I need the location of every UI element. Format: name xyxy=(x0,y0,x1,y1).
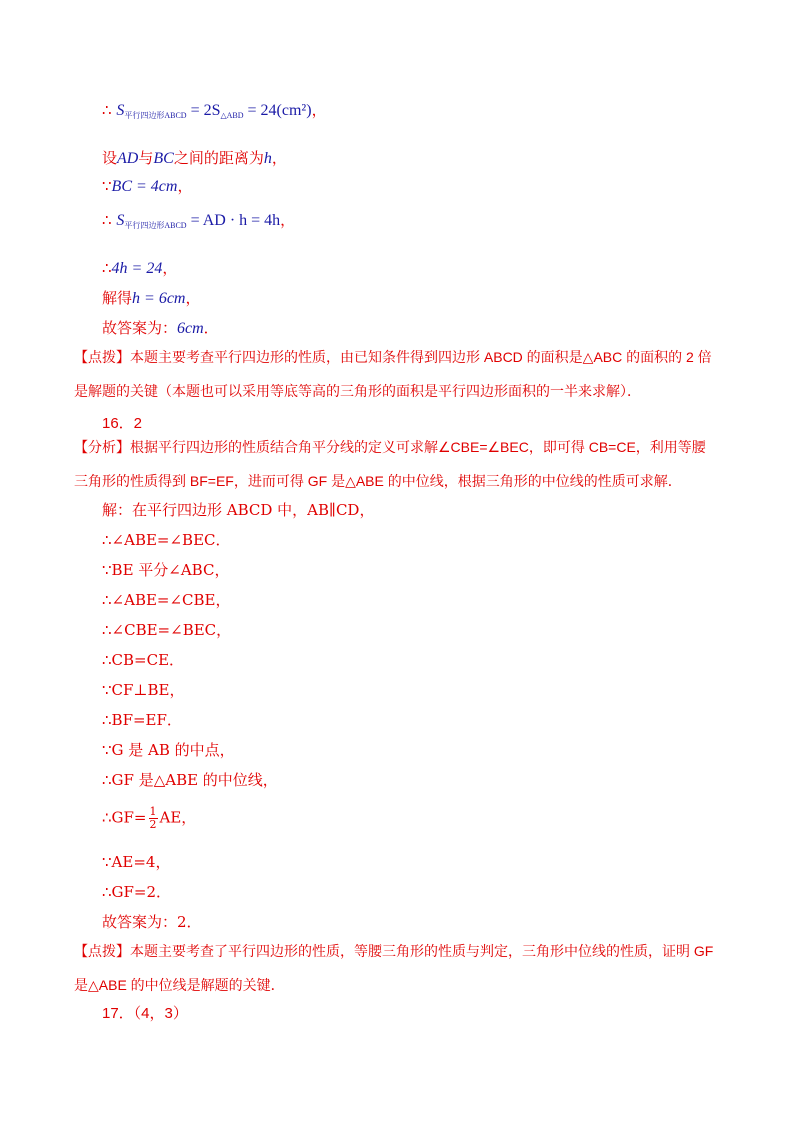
question-16-number: 16．2 xyxy=(102,415,143,432)
solution-line-10: ∴GF 是△ABE 的中位线， xyxy=(102,771,278,789)
solution-line-7: ∵CF⊥BE， xyxy=(102,681,185,699)
solution-line-1: 解：在平行四边形 ABCD 中，AB∥CD， xyxy=(102,501,375,519)
therefore-symbol: ∴ xyxy=(102,101,112,119)
line-solve: 解得h = 6cm， xyxy=(102,289,201,307)
solution-line-4: ∴∠ABE=∠CBE， xyxy=(102,591,231,609)
line-bc-value: ∵BC = 4cm， xyxy=(102,177,193,195)
hint-paragraph-16: 【点拨】本题主要考查了平行四边形的性质，等腰三角形的性质与判定，三角形中位线的性质，证明 GF 是△ABE 的中位线是解题的关键． xyxy=(74,943,714,993)
line-area-ratio: ∴ $S_{平行四边形ABCD} = 2S_{\triangle ABD} = 24(cm^2)$， xyxy=(102,101,327,120)
solution-line-9: ∵G 是 AB 的中点， xyxy=(102,741,235,759)
area-formula: $S_{平行四边形ABCD} = 2S_{\triangle ABD} = 24(cm^2)$ xyxy=(116,102,312,120)
solution-line-2: ∴∠ABE=∠BEC． xyxy=(102,531,231,549)
solution-line-11: ∴GF= $\frac{1}{2}$ AE， xyxy=(102,805,197,831)
line-answer-15: 故答案为：6cm． xyxy=(102,319,219,337)
solution-line-8: ∴BF=EF． xyxy=(102,711,182,729)
solution-line-3: ∵BE 平分∠ABC， xyxy=(102,561,230,579)
line-equation: ∴4h = 24， xyxy=(102,259,178,277)
line-area-formula: ∴ $S_{平行四边形ABCD}$ = AD · h = 4h， xyxy=(102,211,296,230)
solution-line-14: 故答案为：2． xyxy=(102,913,202,931)
question-17-number: 17．（4，3） xyxy=(102,1005,188,1022)
analysis-paragraph-16: 【分析】根据平行四边形的性质结合角平分线的定义可求解∠CBE=∠BEC，即可得 CB=CE，利用等腰三角形的性质得到 BF=EF，进而可得 GF 是△ABE 的中位线，根据三角形的中位线的性质可求解． xyxy=(74,439,706,489)
line-let-h: 设AD与BC之间的距离为h， xyxy=(102,149,287,167)
solution-line-12: ∵AE=4， xyxy=(102,853,171,871)
solution-line-5: ∴∠CBE=∠BEC， xyxy=(102,621,232,639)
fraction-one-half: $\frac{1}{2}$ xyxy=(149,805,157,831)
solution-line-13: ∴GF=2． xyxy=(102,883,172,901)
hint-paragraph-15: 【点拨】本题主要考查平行四边形的性质，由已知条件得到四边形 ABCD 的面积是△ABC 的面积的 2 倍是解题的关键（本题也可以采用等底等高的三角形的面积是平行四边形面积的一半来求解）． xyxy=(74,349,712,399)
solution-line-6: ∴CB=CE． xyxy=(102,651,185,669)
